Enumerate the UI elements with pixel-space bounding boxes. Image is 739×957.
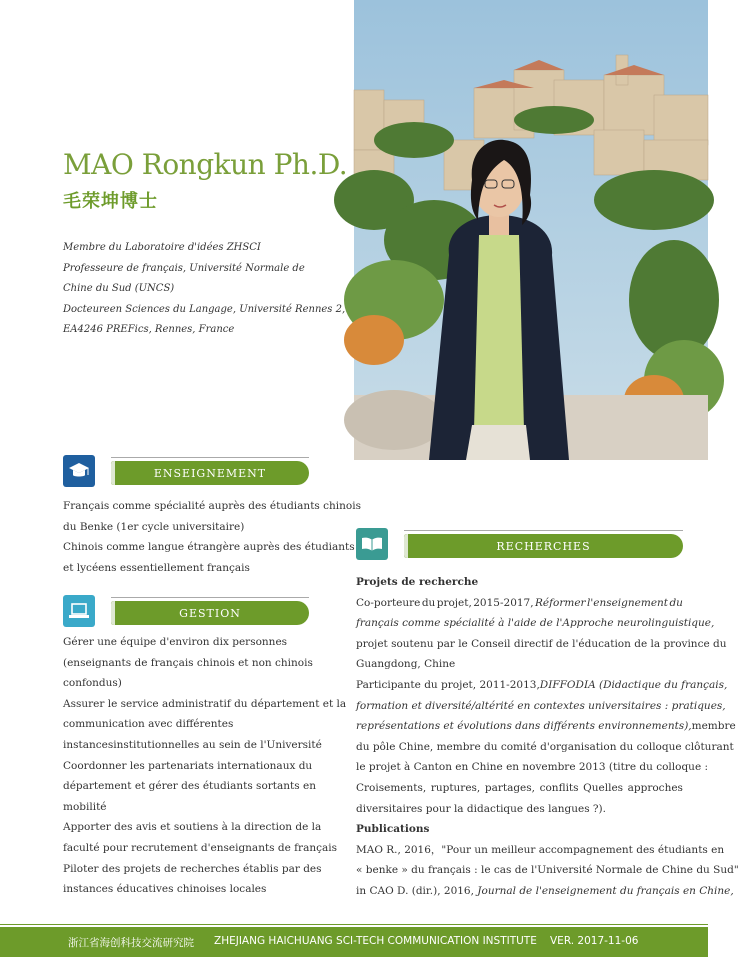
plain-text: Participante du projet, 2011-2013, (356, 678, 540, 691)
section-header-enseignement (63, 455, 309, 487)
footer-org-chinese: 浙江省海创科技交流研究院 (68, 937, 194, 949)
italic-text: DIFFODIA (Didactique du français, (539, 678, 728, 691)
plain-text: membre (691, 720, 736, 733)
bio-line: Membre du Laboratoire d'idées ZHSCI (63, 242, 261, 253)
list-item: instancesinstitutionnelles au sein de l'Université (63, 738, 322, 751)
bio-line: EA4246 PREFics, Rennes, France (63, 324, 235, 335)
word: ruptures, (430, 781, 481, 794)
open-book-icon (356, 528, 388, 560)
section-title-enseignement: ENSEIGNEMENT (111, 461, 309, 485)
footer-version: VER. 2017-11-06 (550, 935, 639, 947)
list-item: Français comme spécialité auprès des étudiants chinois (63, 500, 361, 512)
text-line (356, 675, 728, 696)
list-item: Apporter des avis et soutiens à la direction de la (63, 821, 322, 834)
list-item: (enseignants de français chinois et non chinois (63, 656, 313, 669)
footer-rule (0, 924, 708, 925)
text-line (356, 881, 734, 902)
word: du (669, 596, 683, 609)
italic-text: formation et diversité/altérité en contextes universitaires : pratiques, (356, 699, 726, 712)
section-rule (111, 597, 309, 598)
text-line (356, 696, 726, 717)
list-item: faculté pour recrutement d'enseignants de français (63, 841, 337, 854)
word: l'enseignement (586, 596, 669, 609)
graduation-cap-icon (63, 455, 95, 487)
portrait-photo (354, 0, 708, 460)
word: projet, (436, 596, 472, 609)
research-content (356, 572, 739, 902)
name-block (63, 148, 347, 213)
list-item: communication avec différentes (63, 718, 234, 731)
word: Réformer (535, 596, 586, 609)
section-header-gestion (63, 595, 309, 627)
text-line (356, 593, 683, 614)
name-english: MAO Rongkun Ph.D. (63, 148, 348, 181)
section-title-gestion: GESTION (111, 601, 309, 625)
text-line: diversitaires pour la didactique des langues ?). (356, 802, 606, 815)
plain-text: in CAO D. (dir.), 2016, (356, 884, 474, 897)
section-header-recherches (356, 528, 683, 560)
word: Croisements, (356, 781, 427, 794)
bio-line: Docteureen Sciences du Langage, Université Rennes 2, (63, 303, 346, 315)
word: du (421, 596, 436, 609)
section-rule (111, 457, 309, 458)
list-item: confondus) (63, 677, 122, 690)
bio (63, 238, 346, 341)
list-item: mobilité (63, 800, 107, 813)
text-line: Guangdong, Chine (356, 658, 456, 671)
italic-text: représentations et évolutions dans différents environnements), (356, 720, 692, 733)
text-line (356, 778, 683, 799)
bio-line: Professeure de français, Université Normale de (63, 262, 305, 274)
projets-heading: Projets de recherche (356, 576, 479, 588)
laptop-icon (63, 595, 95, 627)
enseignement-list (63, 496, 361, 578)
section-title-recherches: RECHERCHES (404, 534, 683, 558)
list-item: Coordonner les partenariats internationaux du (63, 759, 313, 772)
italic-text: Journal de l'enseignement du français en Chine, (477, 884, 734, 897)
name-chinese: 毛荣坤博士 (63, 191, 158, 212)
portrait-illustration (354, 0, 708, 460)
publications-heading: Publications (356, 823, 430, 836)
bio-line: Chine du Sud (UNCS) (63, 283, 175, 294)
italic-text: français comme spécialité à l'aide de l'Approche neurolinguistique, (356, 617, 715, 630)
gestion-list (63, 632, 347, 900)
word: approches (627, 781, 683, 794)
footer (0, 927, 708, 957)
list-item: instances éducatives chinoises locales (63, 883, 267, 896)
text-line: « benke » du français : le cas de l'Université Normale de Chine du Sud" (356, 864, 739, 877)
text-line (356, 613, 715, 634)
list-item: Gérer une équipe d'environ dix personnes (63, 636, 288, 648)
word: Co-porteure (356, 596, 421, 609)
text-line: MAO R., 2016，"Pour un meilleur accompagnement des étudiants en (356, 843, 725, 856)
list-item: Assurer le service administratif du département et la (63, 697, 347, 710)
list-item: Chinois comme langue étrangère auprès des étudiants (63, 541, 355, 554)
word: conflits (539, 781, 579, 794)
word: Quelles (583, 781, 624, 794)
text-line: le projet à Canton en Chine en novembre 2013 (titre du colloque : (356, 761, 709, 774)
word: 2015-2017, (473, 596, 534, 609)
footer-org-english: ZHEJIANG HAICHUANG SCI-TECH COMMUNICATION INSTITUTE (214, 935, 537, 947)
section-rule (404, 530, 683, 531)
list-item: département et gérer des étudiants sortants en (63, 780, 316, 793)
text-line: projet soutenu par le Conseil directif de l'éducation de la province du (356, 637, 727, 650)
list-item: du Benke (1er cycle universitaire) (63, 520, 245, 533)
text-line: du pôle Chine, membre du comité d'organisation du colloque clôturant (356, 740, 734, 753)
word: partages, (484, 781, 536, 794)
list-item: Piloter des projets de recherches établis par des (63, 862, 322, 875)
list-item: et lycéens essentiellement français (63, 561, 250, 574)
text-line (356, 716, 736, 737)
